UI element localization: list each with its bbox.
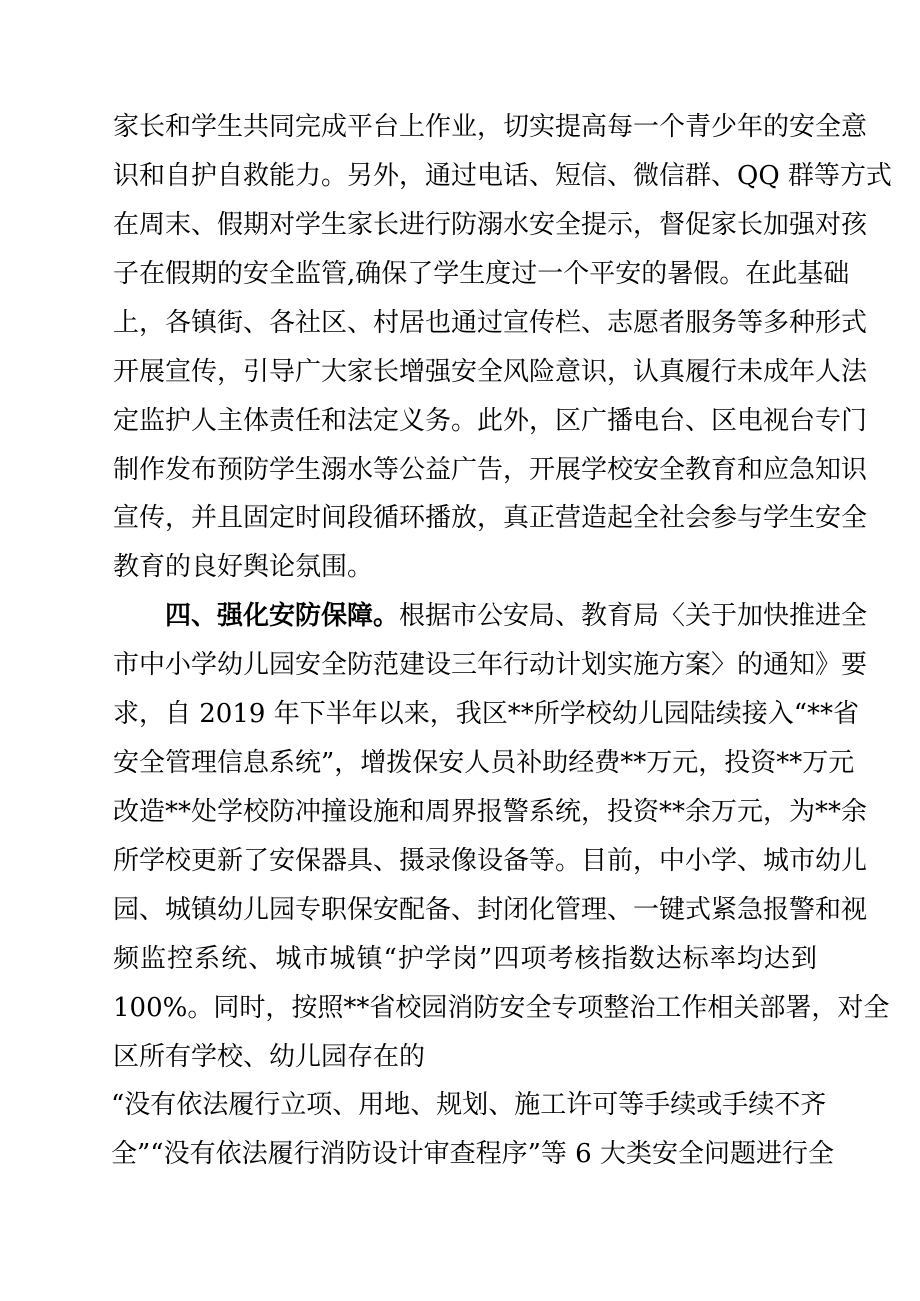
section-heading: 四、强化安防保障。	[165, 601, 400, 631]
paragraph-1-line-2: 识和自护自救能力。另外，通过电话、短信、微信群、QQ 群等方式	[113, 161, 892, 191]
paragraph-1-line-8: 制作发布预防学生溺水等公益广告，开展学校安全教育和应急知识	[113, 455, 868, 485]
paragraph-2-line-2: 市中小学幼儿园安全防范建设三年行动计划实施方案〉的通知》要	[113, 650, 868, 680]
paragraph-2-line-1-text: 根据市公安局、教育局〈关于加快推进全	[399, 601, 868, 631]
paragraph-2-line-8: 频监控系统、城市城镇“护学岗”四项考核指数达标率均达到	[113, 944, 817, 974]
paragraph-1-line-5: 上，各镇街、各社区、村居也通过宣传栏、志愿者服务等多种形式	[113, 308, 868, 338]
paragraph-1-line-7: 定监护人主体责任和法定义务。此外，区广播电台、区电视台专门	[113, 406, 868, 436]
paragraph-1-line-4: 子在假期的安全监管,确保了学生度过一个平安的暑假。在此基础	[113, 259, 850, 289]
paragraph-1-line-9: 宣传，并且固定时间段循环播放，真正营造起全社会参与学生安全	[113, 503, 868, 533]
paragraph-3-line-1: “没有依法履行立项、用地、规划、施工许可等手续或手续不齐	[111, 1090, 827, 1120]
paragraph-2-line-7: 园、城镇幼儿园专职保安配备、封闭化管理、一键式紧急报警和视	[113, 895, 868, 925]
paragraph-3-line-2: 全”“没有依法履行消防设计审查程序”等 6 大类安全问题进行全	[111, 1139, 834, 1169]
paragraph-1-line-1: 家长和学生共同完成平台上作业，切实提高每一个青少年的安全意	[113, 112, 868, 142]
paragraph-1-line-6: 开展宣传，引导广大家长增强安全风险意识，认真履行未成年人法	[113, 357, 868, 387]
paragraph-2-line-6: 所学校更新了安保器具、摄录像设备等。目前，中小学、城市幼儿	[113, 846, 868, 876]
paragraph-2-line-5: 改造**处学校防冲撞设施和周界报警系统，投资**余万元，为**余	[113, 797, 868, 827]
paragraph-1-line-10: 教育的良好舆论氛围。	[113, 552, 374, 582]
paragraph-1-line-3: 在周末、假期对学生家长进行防溺水安全提示，督促家长加强对孩	[113, 210, 868, 240]
paragraph-2-line-10: 区所有学校、幼儿园存在的	[113, 1042, 426, 1072]
paragraph-2-line-4: 安全管理信息系统”，增拨保安人员补助经费**万元，投资**万元	[113, 748, 855, 778]
paragraph-2-first-line	[165, 595, 868, 638]
paragraph-2-line-3: 求，自 2019 年下半年以来，我区**所学校幼儿园陆续接入“**省	[113, 699, 859, 729]
paragraph-2-line-9: 100%。同时，按照**省校园消防安全专项整治工作相关部署，对全	[113, 993, 890, 1023]
